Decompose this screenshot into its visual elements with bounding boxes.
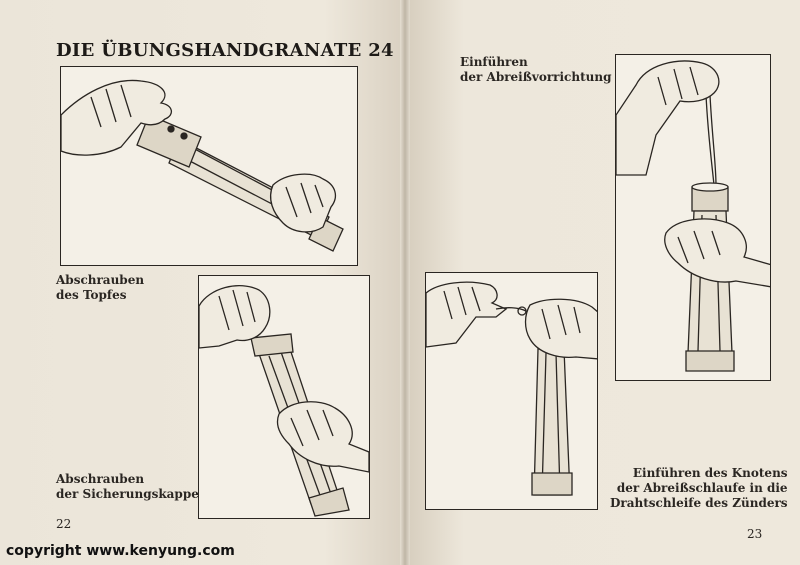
caption-insert-knot [610,466,788,511]
caption-line: Abschrauben [56,472,145,486]
caption-unscrew-head [56,273,144,303]
caption-line: Abschrauben [56,273,145,287]
caption-line: der Sicherungskappe [56,487,199,501]
page-title: DIE ÜBUNGSHANDGRANATE 24 [56,40,394,61]
book-gutter [400,0,410,565]
page-number-right: 23 [747,527,763,541]
illustration-unscrew-head [60,66,358,266]
caption-line: der Abreißschlaufe in die [616,481,788,495]
caption-line: der Abreißvorrichtung [460,70,612,84]
illustration-insert-knot [425,272,598,510]
caption-insert-pull-cord [460,55,611,85]
caption-line: Einführen des Knotens [632,466,788,480]
caption-line: Einführen [460,55,528,69]
caption-unscrew-safety-cap [56,472,199,502]
copyright-watermark: copyright www.kenyung.com [6,543,235,559]
illustration-unscrew-safety-cap [198,275,370,519]
caption-line: des Topfes [56,288,127,302]
caption-line: Drahtschleife des Zünders [610,496,788,510]
illustration-insert-pull-cord [615,54,771,381]
page-number-left: 22 [56,517,72,531]
